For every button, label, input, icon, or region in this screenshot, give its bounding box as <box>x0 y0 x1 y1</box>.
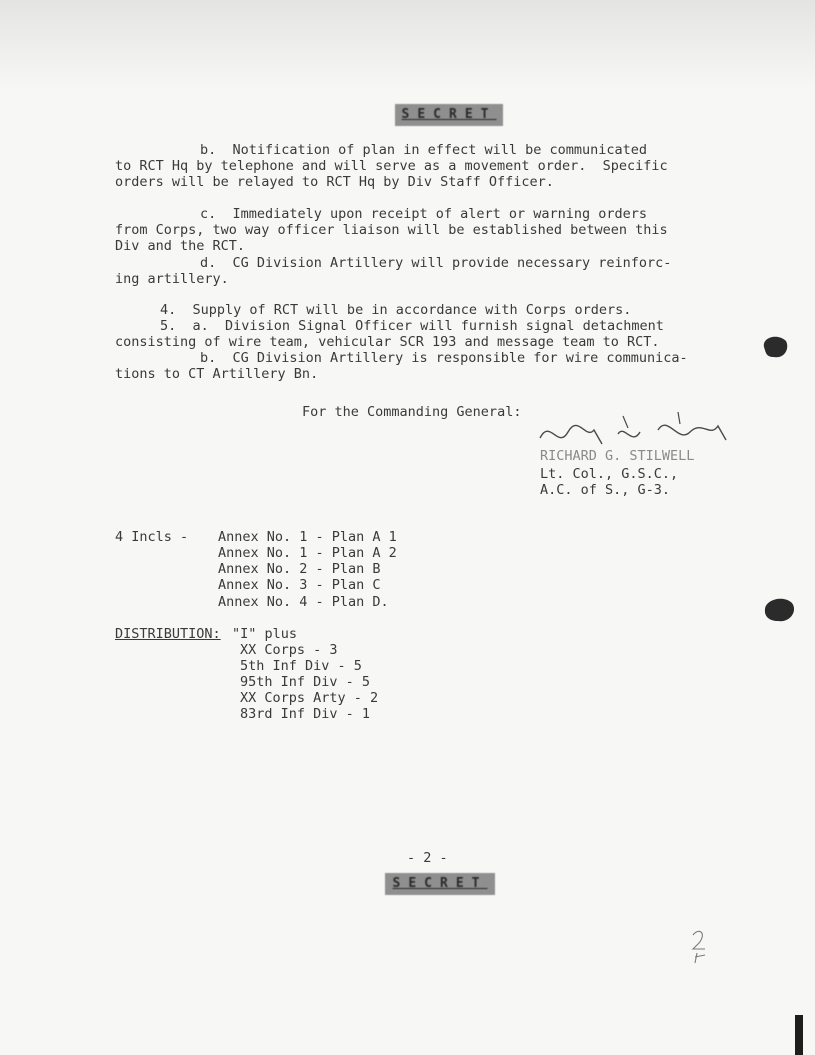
distribution-item: 95th Inf Div - 5 <box>240 674 371 690</box>
inclosure-item: Annex No. 1 - Plan A 1 <box>218 529 397 545</box>
ink-blot <box>760 333 790 361</box>
distribution-item: 83rd Inf Div - 1 <box>240 706 371 722</box>
distribution-label: DISTRIBUTION: <box>115 626 221 642</box>
signature-for-line: For the Commanding General: <box>302 404 522 420</box>
inclosure-item: Annex No. 2 - Plan B <box>218 561 381 577</box>
para-4: 4. Supply of RCT will be in accordance with Corps orders. <box>160 302 632 318</box>
inclosure-item: Annex No. 1 - Plan A 2 <box>218 545 397 561</box>
signer-rank: Lt. Col., G.S.C., <box>540 466 679 482</box>
para-5a-line-2: consisting of wire team, vehicular SCR 193 and message team to RCT. <box>115 334 660 350</box>
para-d-line-1: d. CG Division Artillery will provide necessary reinforc- <box>200 255 672 271</box>
para-5a-line-1: 5. a. Division Signal Officer will furnish signal detachment <box>160 318 664 334</box>
inclosure-item: Annex No. 3 - Plan C <box>218 577 381 593</box>
distribution-item: XX Corps Arty - 2 <box>240 690 379 706</box>
signer-title: A.C. of S., G-3. <box>540 482 671 498</box>
signer-name: RICHARD G. STILWELL <box>540 448 695 464</box>
para-5b-line-1: b. CG Division Artillery is responsible for wire communica- <box>200 350 688 366</box>
page-top-shading <box>0 0 815 90</box>
para-c-line-3: Div and the RCT. <box>115 238 246 254</box>
page-edge-bar <box>795 1015 803 1055</box>
distribution-item: XX Corps - 3 <box>240 642 338 658</box>
para-d-line-2: ing artillery. <box>115 271 229 287</box>
inclosures-label: 4 Incls - <box>115 529 189 545</box>
distribution-first: "I" plus <box>232 626 298 642</box>
para-b-line-2: to RCT Hq by telephone and will serve as a movement order. Specific <box>115 158 668 174</box>
para-c-line-2: from Corps, two way officer liaison will be established between this <box>115 222 668 238</box>
para-b-line-3: orders will be relayed to RCT Hq by Div Staff Officer. <box>115 174 554 190</box>
para-b-line-1: b. Notification of plan in effect will be communicated <box>200 142 648 158</box>
page-number: - 2 - <box>407 850 448 866</box>
ink-blot <box>762 595 798 625</box>
footer-security-stamp: SECRET <box>385 873 495 895</box>
inclosure-item: Annex No. 4 - Plan D. <box>218 594 389 610</box>
header-security-stamp: SECRET <box>395 104 503 126</box>
para-c-line-1: c. Immediately upon receipt of alert or warning orders <box>200 206 648 222</box>
handwritten-page-mark <box>685 925 715 965</box>
para-5b-line-2: tions to CT Artillery Bn. <box>115 366 319 382</box>
distribution-item: 5th Inf Div - 5 <box>240 658 362 674</box>
